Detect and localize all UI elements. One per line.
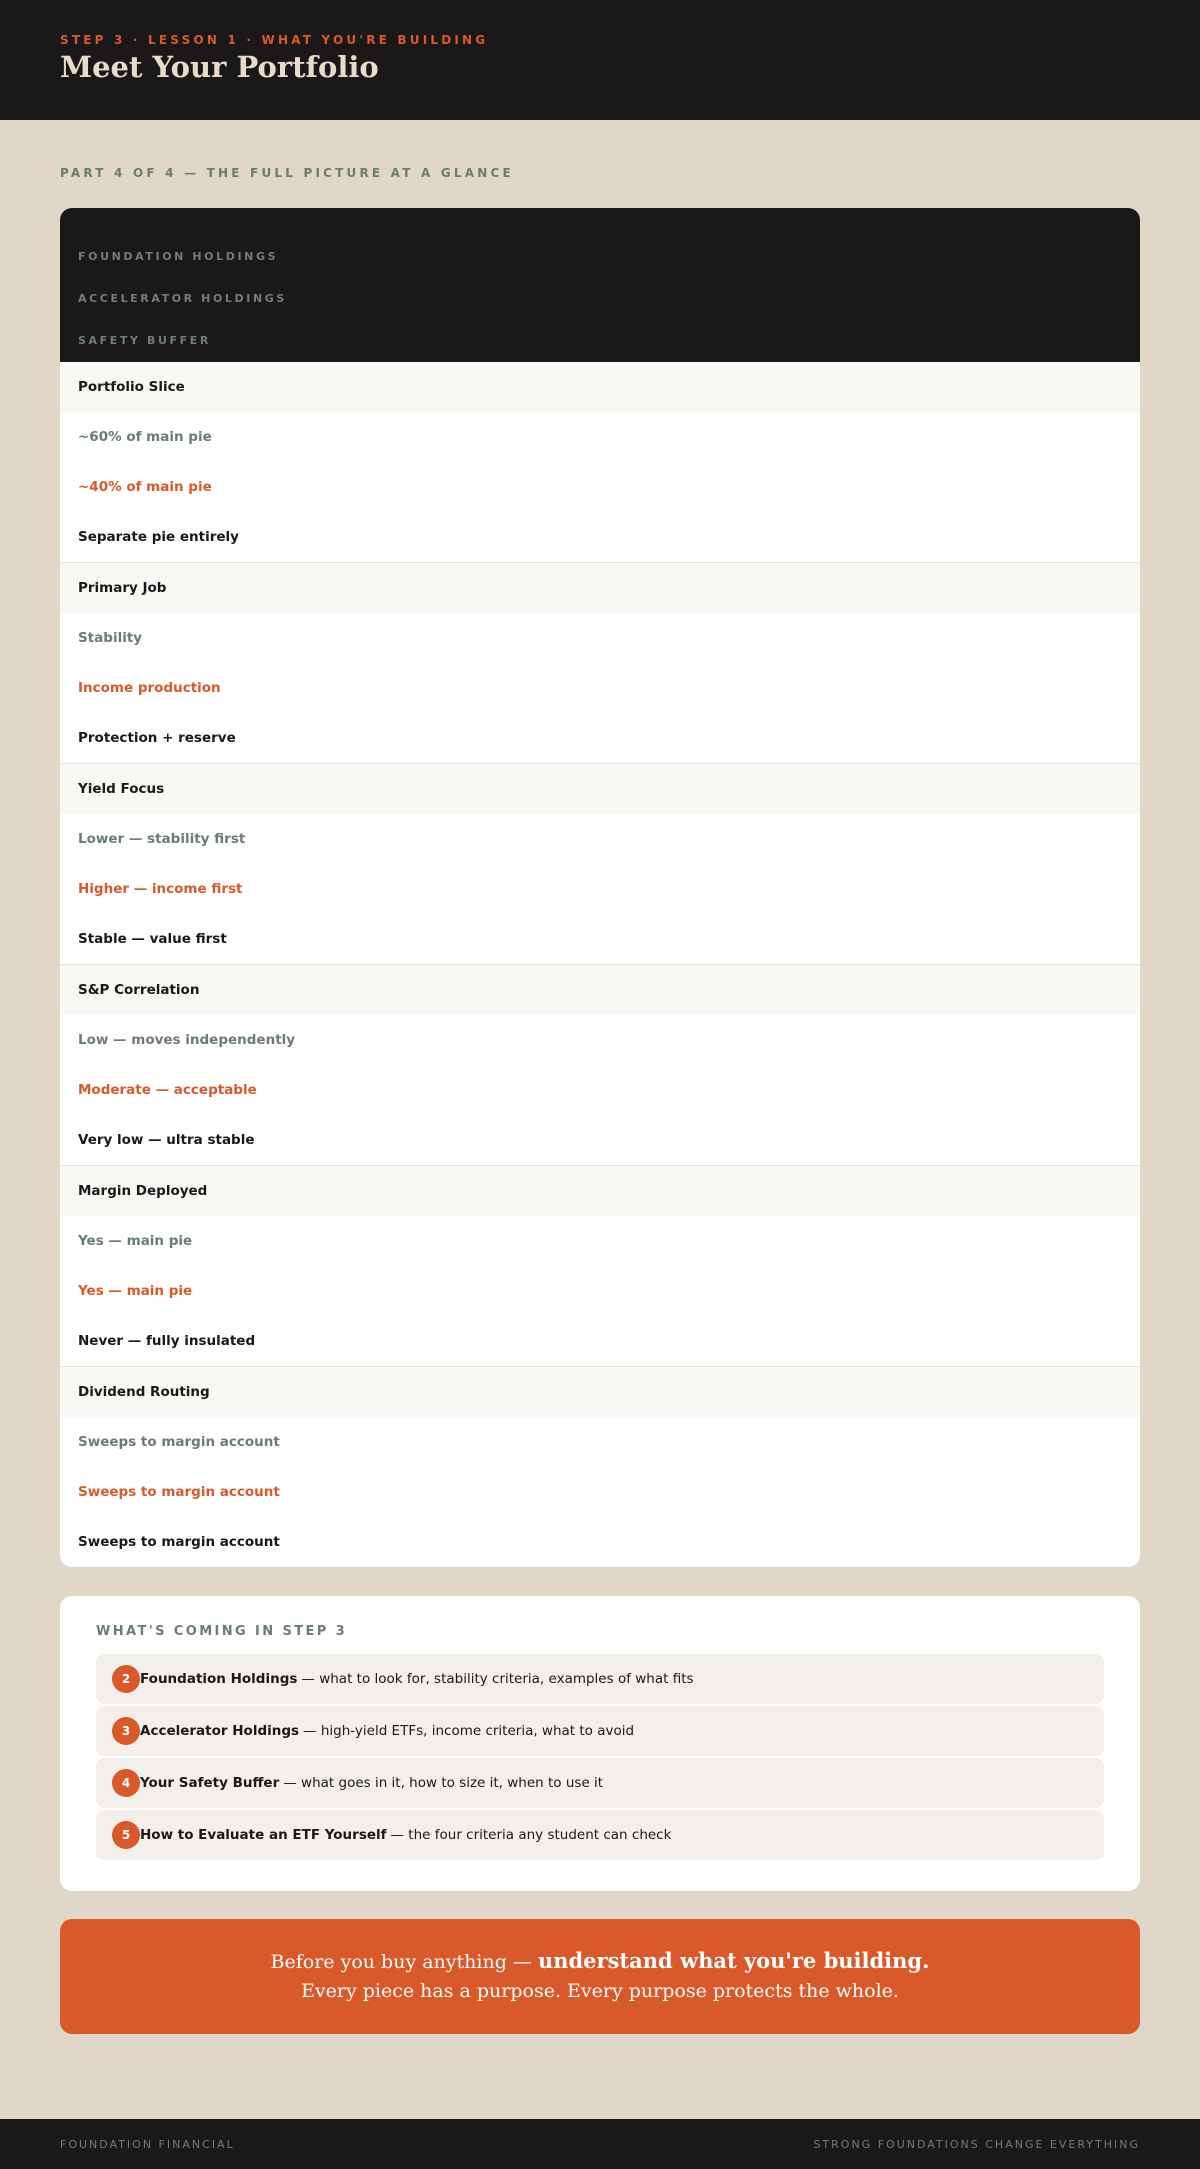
table-row-group [60, 1166, 1140, 1367]
table-header [60, 208, 1140, 362]
table-row-group [60, 764, 1140, 965]
foundation-value: Stability [78, 630, 143, 646]
banner-line-1-prefix: Before you buy anything — [270, 1951, 532, 1973]
column-header-foundation: FOUNDATION HOLDINGS [78, 250, 279, 263]
step-number-badge: 5 [112, 1821, 140, 1849]
foundation-value: Yes — main pie [78, 1233, 193, 1249]
coming-item-title: Foundation Holdings [140, 1671, 298, 1687]
safety-value: Sweeps to margin account [78, 1534, 280, 1550]
foundation-value: Sweeps to margin account [78, 1434, 280, 1450]
table-row-group [60, 362, 1140, 563]
coming-item[interactable] [96, 1810, 1104, 1860]
foundation-value: Low — moves independently [78, 1032, 296, 1048]
accelerator-value: Yes — main pie [78, 1283, 193, 1299]
foundation-value: Lower — stability first [78, 831, 246, 847]
accelerator-value: Income production [78, 680, 221, 696]
coming-heading: WHAT'S COMING IN STEP 3 [96, 1624, 348, 1639]
top-header [0, 0, 1200, 120]
section-label: PART 4 OF 4 — THE FULL PICTURE AT A GLANCE [60, 166, 514, 180]
step-number-badge: 4 [112, 1769, 140, 1797]
footer-tagline: STRONG FOUNDATIONS CHANGE EVERYTHING [813, 2138, 1140, 2151]
banner-line-1 [60, 1948, 1140, 1973]
accelerator-value: Sweeps to margin account [78, 1484, 280, 1500]
accelerator-value: Higher — income first [78, 881, 243, 897]
row-label: S&P Correlation [60, 965, 1140, 1015]
banner-line-1-emphasis: understand what you're building. [537, 1948, 930, 1973]
coming-item-title: How to Evaluate an ETF Yourself [140, 1827, 387, 1843]
banner-line-2: Every piece has a purpose. Every purpose protects the whole. [301, 1980, 899, 2002]
table-row-group [60, 965, 1140, 1166]
coming-item-desc: — what to look for, stability criteria, examples of what fits [301, 1671, 694, 1687]
footer-brand: FOUNDATION FINANCIAL [60, 2138, 235, 2151]
safety-value: Never — fully insulated [78, 1333, 256, 1349]
table-row-group [60, 563, 1140, 764]
step-number-badge: 2 [112, 1665, 140, 1693]
row-label: Primary Job [60, 563, 1140, 613]
lesson-kicker: STEP 3 · LESSON 1 · WHAT YOU'RE BUILDING [60, 33, 489, 47]
comparison-table [60, 208, 1140, 1567]
coming-item[interactable] [96, 1654, 1104, 1704]
coming-item-desc: — what goes in it, how to size it, when to use it [283, 1775, 604, 1791]
coming-item-desc: — the four criteria any student can check [390, 1827, 672, 1843]
row-label: Margin Deployed [60, 1166, 1140, 1216]
accelerator-value: Moderate — acceptable [78, 1082, 257, 1098]
coming-item-title: Accelerator Holdings [140, 1723, 300, 1739]
footer [0, 2119, 1200, 2169]
safety-value: Very low — ultra stable [78, 1132, 255, 1148]
coming-next-card [60, 1596, 1140, 1891]
step-number-badge: 3 [112, 1717, 140, 1745]
safety-value: Protection + reserve [78, 730, 236, 746]
foundation-value: ~60% of main pie [78, 429, 212, 445]
safety-value: Separate pie entirely [78, 529, 239, 545]
page-title: Meet Your Portfolio [60, 50, 379, 84]
coming-item-desc: — high-yield ETFs, income criteria, what to avoid [303, 1723, 635, 1739]
safety-value: Stable — value first [78, 931, 227, 947]
coming-item[interactable] [96, 1758, 1104, 1808]
table-row-group [60, 1367, 1140, 1567]
coming-item-title: Your Safety Buffer [140, 1775, 280, 1791]
callout-banner [60, 1919, 1140, 2034]
row-label: Portfolio Slice [60, 362, 1140, 412]
row-label: Yield Focus [60, 764, 1140, 814]
coming-item[interactable] [96, 1706, 1104, 1756]
column-header-accelerator: ACCELERATOR HOLDINGS [78, 292, 287, 305]
column-header-safety: SAFETY BUFFER [78, 334, 211, 347]
accelerator-value: ~40% of main pie [78, 479, 212, 495]
row-label: Dividend Routing [60, 1367, 1140, 1417]
